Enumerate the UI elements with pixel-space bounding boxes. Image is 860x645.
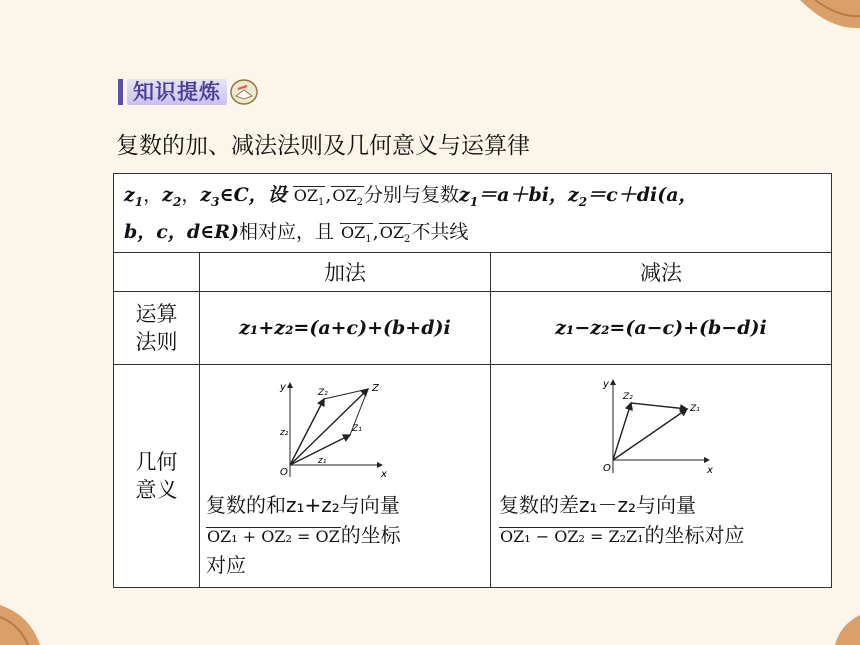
rule-label: 运算 法则 xyxy=(114,292,200,365)
origin-label-sub: O xyxy=(603,463,611,474)
point-z1-label-sub: Z₁ xyxy=(690,404,700,414)
rule-sub: z₁−z₂=(a−c)+(b−d)i xyxy=(491,292,832,365)
corner-leaf-bottom-right xyxy=(820,605,860,645)
axis-y-label-sub: y xyxy=(603,379,609,390)
header-row xyxy=(114,253,832,292)
sub-vector-formula: OZ₁ − OZ₂ = Z₂Z₁ xyxy=(500,527,644,546)
difference-diagram xyxy=(491,365,831,490)
rule-row xyxy=(114,292,832,365)
rules-table xyxy=(113,173,832,588)
corner-leaf-top-right xyxy=(770,0,860,30)
axis-z1-label: z₁ xyxy=(318,456,327,466)
parallelogram-diagram xyxy=(200,365,490,490)
badge-bar xyxy=(118,79,123,105)
point-z2-label: Z₂ xyxy=(318,388,328,398)
point-z2-label-sub: Z₂ xyxy=(623,392,633,402)
vector-oz1: $OZ_1$ xyxy=(293,186,326,212)
geometry-row xyxy=(114,365,832,588)
point-z1-label: Z₁ xyxy=(352,424,362,434)
geometry-sub-text: 复数的差z₁－z₂与向量 OZ₁ − OZ₂ = Z₂Z₁的坐标对应 xyxy=(499,493,745,547)
add-vector-formula: OZ₁ + OZ₂ = OZ xyxy=(207,527,340,546)
axis-x-label-sub: x xyxy=(707,465,713,476)
rule-add: z₁+z₂=(a+c)+(b+d)i xyxy=(200,292,491,365)
premise-line-1: $z_1$，$z_2$，$z_3\in C$，设 $OZ_1,OZ_2$分别与复数$z_1=a+bi$，$z_2=c+di(a$， xyxy=(124,180,823,217)
origin-label: O xyxy=(280,467,288,478)
section-badge xyxy=(118,78,259,106)
header-sub: 减法 xyxy=(491,253,832,292)
axis-x-label: x xyxy=(381,469,387,480)
premise-line-2: b，c，d∈R)相对应，且 $OZ_1,OZ_2$不共线 xyxy=(124,217,823,249)
vector-oz2: $OZ_2$ xyxy=(331,186,364,212)
point-z-label: Z xyxy=(372,383,379,394)
geometry-add xyxy=(200,365,491,588)
book-icon xyxy=(229,78,259,106)
header-empty-cell xyxy=(114,253,200,292)
axis-z2-label: z₂ xyxy=(280,428,289,438)
axis-y-label: y xyxy=(280,382,286,393)
premise-cell xyxy=(114,174,832,253)
page-subtitle: 复数的加、减法法则及几何意义与运算律 xyxy=(116,133,530,159)
vector-oz1-b: $OZ_1$ xyxy=(340,223,373,249)
geometry-add-text: 复数的和z₁+z₂与向量 OZ₁ + OZ₂ = OZ的坐标 对应 xyxy=(206,493,401,577)
corner-leaf-bottom-left xyxy=(0,595,60,645)
geometry-label: 几何 意义 xyxy=(114,365,200,588)
badge-label: 知识提炼 xyxy=(127,79,227,105)
header-add: 加法 xyxy=(200,253,491,292)
premise-row xyxy=(114,174,832,253)
vector-oz2-b: $OZ_2$ xyxy=(379,223,412,249)
geometry-sub xyxy=(491,365,832,588)
